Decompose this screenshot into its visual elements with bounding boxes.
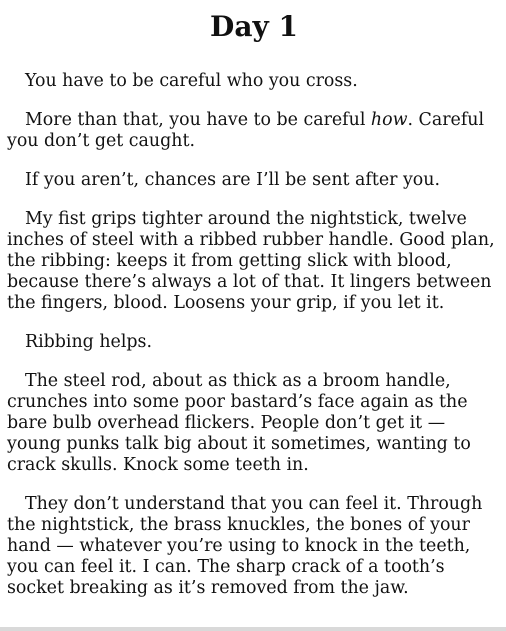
reader-page xyxy=(7,0,501,599)
paragraph-5: Ribbing helps. xyxy=(25,332,152,352)
paragraph-2-emphasis: how xyxy=(370,110,408,130)
paragraph-7: They don’t understand that you can feel it. Through the nightstick, the brass knuckles, the bones of your hand — whatever you’re using to knock in the teeth, you can feel it. I can. The sharp crack of a tooth’s socket breaking as it’s removed from the jaw. xyxy=(7,494,483,598)
chapter-title: Day 1 xyxy=(210,10,298,43)
paragraph-4: My fist grips tighter around the nightstick, twelve inches of steel with a ribbed rubber handle. Good plan, the ribbing: keeps it from getting slick with blood, because there’s always a lot of that. It lingers between the fingers, blood. Loosens your grip, if you let it. xyxy=(7,209,495,313)
paragraph-2-before: More than that, you have to be careful xyxy=(25,110,371,130)
paragraph-6: The steel rod, about as thick as a broom handle, crunches into some poor bastard’s face again as the bare bulb overhead flickers. People don’t get it — young punks talk big about it sometimes, wanting to crack skulls. Knock some teeth in. xyxy=(7,371,471,475)
paragraph-2-after: . Careful you don’t get caught. xyxy=(7,110,485,151)
bottom-scroll-edge xyxy=(0,627,506,631)
paragraph-2 xyxy=(7,110,501,152)
paragraph-3: If you aren’t, chances are I’ll be sent after you. xyxy=(25,170,440,190)
paragraph-1: You have to be careful who you cross. xyxy=(25,71,358,91)
